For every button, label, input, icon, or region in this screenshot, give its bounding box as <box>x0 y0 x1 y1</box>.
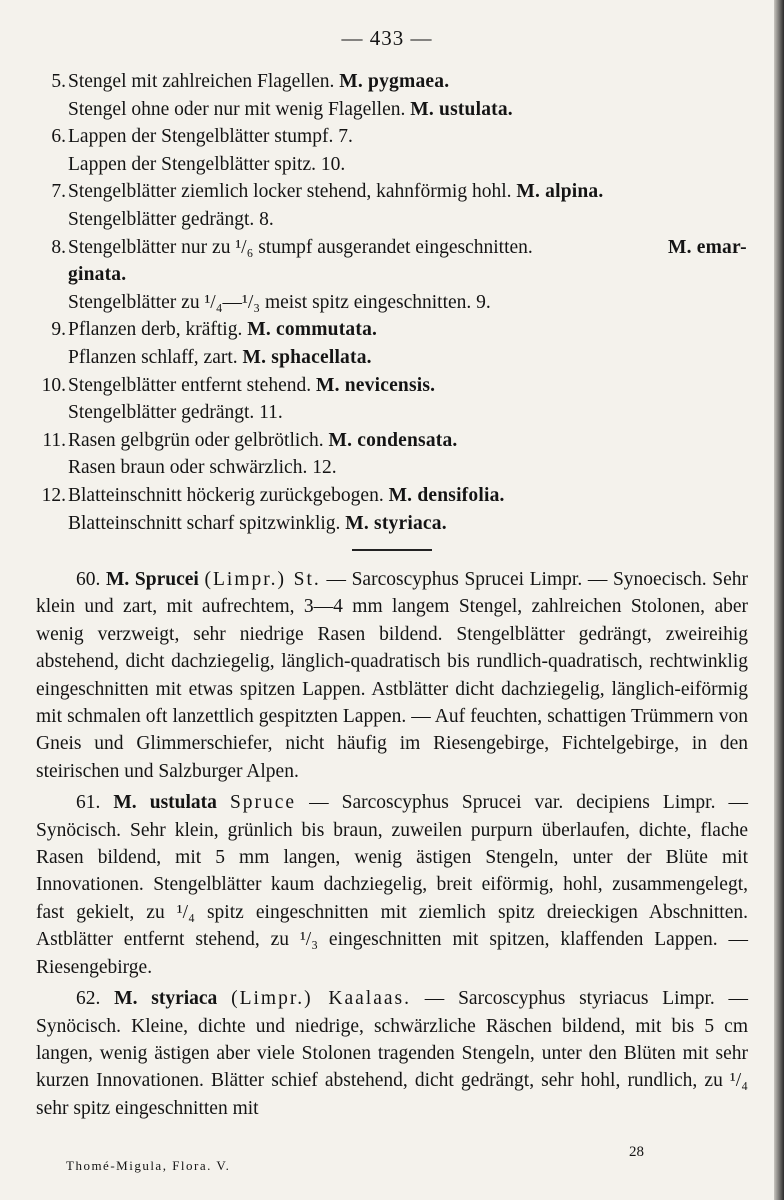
key-line <box>36 123 748 151</box>
key-line <box>36 96 748 124</box>
key-statement: Stengelblätter gedrängt. 11. <box>68 402 283 424</box>
key-line <box>36 510 748 538</box>
key-species: M. sphacellata. <box>242 346 372 368</box>
entry-author: Spruce <box>229 792 297 814</box>
key-text <box>68 399 283 427</box>
key-statement: Pflanzen schlaff, zart. <box>68 346 238 368</box>
key-text <box>68 372 435 400</box>
key-statement: Blatteinschnitt scharf spitzwinklig. <box>68 512 341 534</box>
key-line <box>36 206 748 234</box>
key-species: M. ustulata. <box>410 98 513 120</box>
key-statement: Stengelblätter nur zu ¹/₆ stumpf ausgerandet eingeschnitten. <box>68 236 533 258</box>
key-line <box>36 234 748 262</box>
key-line <box>36 427 748 455</box>
key-number: 8. <box>51 236 66 258</box>
key-species: M. nevicensis. <box>316 374 436 396</box>
key-text <box>68 178 603 206</box>
entry-author: (Limpr.) St. <box>204 569 321 590</box>
key-statement: Lappen der Stengelblätter stumpf. 7. <box>68 126 353 148</box>
page-edge-shadow <box>774 0 784 1200</box>
signature-line <box>36 1144 748 1182</box>
species-entry <box>36 566 748 785</box>
entry-description: — Sarcoscyphus styriacus Limpr. — Synöcisch. Kleine, dichte und niedrige, schwärzliche Räschen bildend, mit bis 5 cm langen, wenig ästigen aber viele Stolonen tragenden Stengeln, unter den Blüten mit sehr kurzen Innovationen. Blätter schief abstehend, dicht gedrängt, sehr hohl, rundlich, zu ¹/₄ sehr spitz eingeschnitten mit <box>36 988 749 1119</box>
key-text <box>68 316 377 344</box>
key-statement: Rasen braun oder schwärzlich. 12. <box>68 457 337 479</box>
key-species: M. alpina. <box>516 181 604 203</box>
key-species: M. styriaca. <box>345 512 447 534</box>
key-text <box>68 261 126 289</box>
key-statement: Stengelblätter entfernt stehend. <box>68 374 312 396</box>
key-statement: Stengel ohne oder nur mit wenig Flagellen. <box>68 98 406 120</box>
key-text <box>68 123 353 151</box>
key-number: 9. <box>51 319 66 341</box>
printer-signature: Thomé-Migula, Flora. V. <box>66 1158 231 1173</box>
key-text <box>68 510 447 538</box>
key-line <box>36 454 748 482</box>
entry-number: 60. <box>76 569 101 590</box>
key-text <box>68 68 449 96</box>
key-statement: Blatteinschnitt höckerig zurückgebogen. <box>68 484 384 506</box>
key-species: M. pygmaea. <box>339 71 450 92</box>
entry-species-name: M. styriaca <box>114 988 218 1010</box>
key-statement: Pflanzen derb, kräftig. <box>68 319 243 341</box>
key-line <box>36 482 748 510</box>
key-line <box>36 289 748 317</box>
key-text <box>68 427 458 455</box>
key-text <box>68 289 491 317</box>
entry-description: — Sarcoscyphus Sprucei var. decipiens Limpr. — Synöcisch. Sehr klein, grünlich bis braun, zuweilen purpurn überlaufen, dichte, flache Rasen bildend, mit 5 mm langen, wenig ästigen Stengeln, unter der Blüte mit Innovationen. Stengelblätter kaum dachziegelig, breit eiförmig, hohl, zusammengelegt, fast gekielt, zu ¹/₄ spitz eingeschnitten mit ziemlich spitz dreieckigen Abschnitten. Astblätter entfernt stehend, zu ¹/₃ eingeschnitten mit spitzen, klaffenden Lappen. — Riesengebirge. <box>36 792 748 978</box>
species-entry <box>36 985 748 1122</box>
key-number: 12. <box>41 484 66 506</box>
key-text <box>68 206 274 234</box>
key-line <box>36 316 748 344</box>
key-species: M. condensata. <box>328 429 458 451</box>
key-text <box>68 151 345 179</box>
key-statement: Stengel mit zahlreichen Flagellen. <box>68 71 335 92</box>
key-line <box>36 399 748 427</box>
page-number: — 433 — <box>341 26 433 50</box>
entry-number: 62. <box>76 988 101 1010</box>
key-number: 6. <box>51 126 66 148</box>
key-number: 7. <box>51 181 66 203</box>
key-line <box>36 261 748 289</box>
key-text <box>68 454 337 482</box>
key-statement: Stengelblätter zu ¹/₄—¹/₃ meist spitz eingeschnitten. 9. <box>68 291 491 313</box>
signature-number: 28 <box>629 1144 644 1160</box>
key-number: 10. <box>41 374 66 396</box>
entry-species-name: M. Sprucei <box>106 569 199 590</box>
key-line <box>36 372 748 400</box>
key-line <box>36 68 748 96</box>
key-line <box>36 344 748 372</box>
species-descriptions <box>36 566 748 1126</box>
key-line <box>36 178 748 206</box>
key-text <box>68 234 747 262</box>
key-statement: Rasen gelbgrün oder gelbrötlich. <box>68 429 324 451</box>
section-divider <box>352 549 432 551</box>
key-species: M. densifolia. <box>388 484 505 506</box>
key-species: ginata. <box>68 264 127 286</box>
key-line <box>36 151 748 179</box>
entry-species-name: M. ustulata <box>113 792 217 814</box>
species-entry <box>36 789 748 981</box>
key-statement: Lappen der Stengelblätter spitz. 10. <box>68 153 346 175</box>
identification-key <box>36 68 748 537</box>
key-text <box>68 96 513 124</box>
key-text <box>68 482 505 510</box>
key-number: 11. <box>42 429 66 451</box>
entry-author: (Limpr.) Kaalaas. <box>231 988 411 1010</box>
key-species: M. commutata. <box>247 319 378 341</box>
entry-number: 61. <box>76 792 101 814</box>
key-statement: Stengelblätter gedrängt. 8. <box>68 208 274 230</box>
entry-description: — Sarcoscyphus Sprucei Limpr. — Synoecisch. Sehr klein und zart, mit aufrechtem, 3—4 mm langem Stengel, zahlreichen Stolonen, aber wenig verzweigt, sehr niedrige Rasen bildend. Stengelblätter gedrängt, zweireihig abstehend, dicht dachziegelig, länglich-quadratisch bis rundlich-quadratisch, rechtwinklig eingeschnitten mit etwas spitzen Lappen. Astblätter dicht dachziegelig, länglich-eiförmig mit schmalen oft lanzettlich gespitzten Lappen. — Auf feuchten, schattigen Trümmern von Gneis und Glimmerschiefer, nicht häufig im Riesengebirge, Fichtelgebirge, in den steirischen und Salzburger Alpen. <box>36 569 749 782</box>
key-species: M. emar- <box>668 236 747 258</box>
key-text <box>68 344 372 372</box>
key-number: 5. <box>51 71 66 92</box>
key-statement: Stengelblätter ziemlich locker stehend, kahnförmig hohl. <box>68 181 512 203</box>
